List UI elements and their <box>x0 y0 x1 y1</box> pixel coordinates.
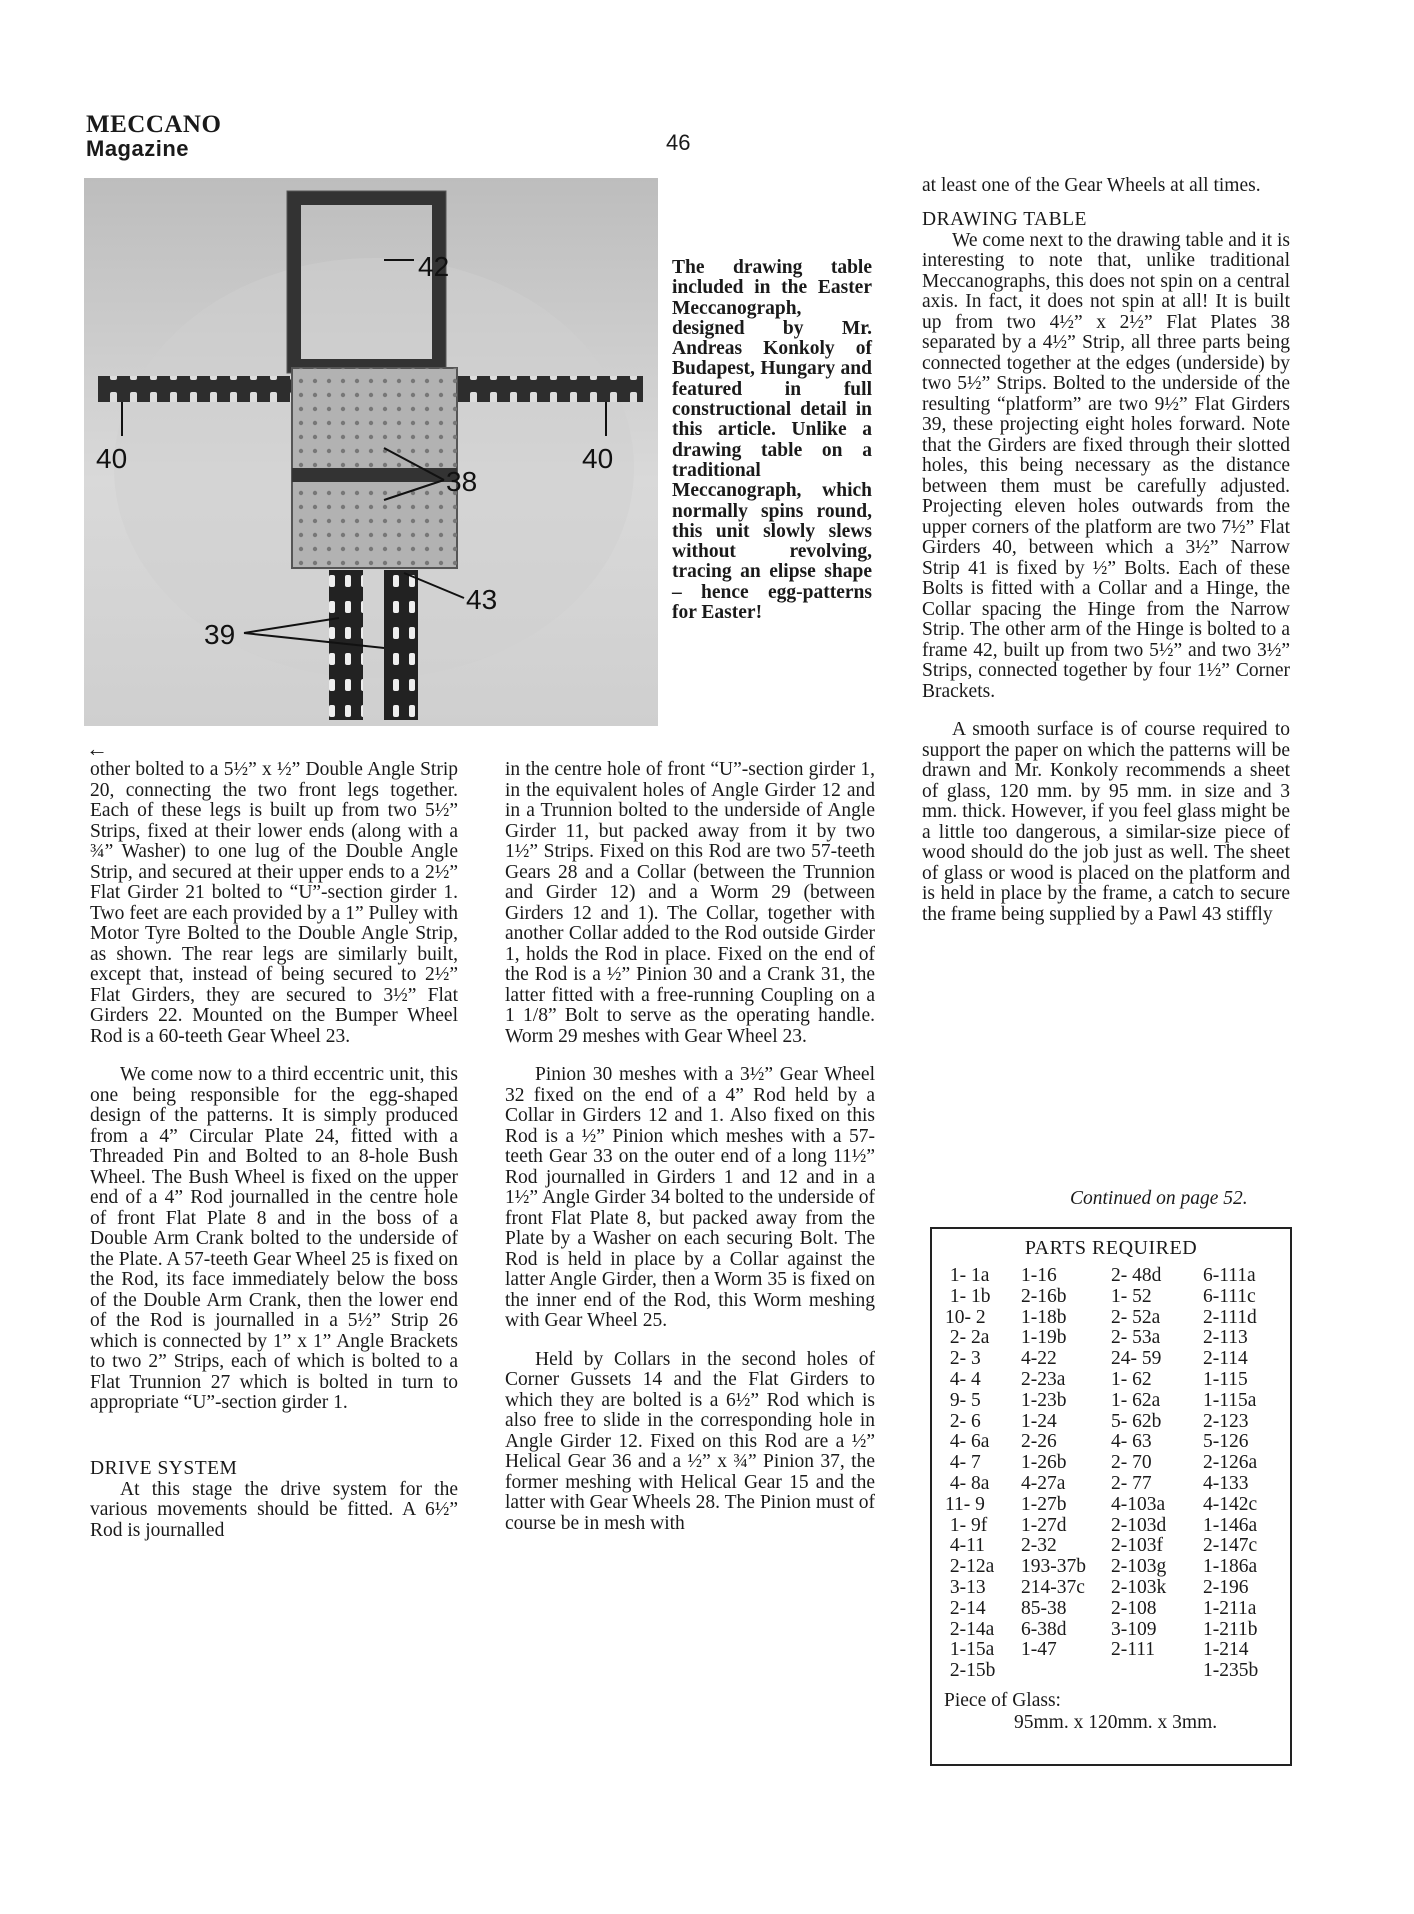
parts-cell: 1- 62 <box>1111 1368 1152 1390</box>
parts-cell: 2-111 <box>1111 1639 1156 1661</box>
callout-40-left: 40 <box>96 443 128 474</box>
parts-row <box>945 1640 1262 1661</box>
parts-cell: 1- 9f <box>945 1514 988 1536</box>
parts-cell: 1-211a <box>1203 1597 1257 1619</box>
parts-cell <box>1021 1661 1111 1682</box>
parts-cell: 3-109 <box>1111 1618 1157 1640</box>
parts-cell: 6-111c <box>1203 1285 1256 1307</box>
parts-cell: 2-14a <box>945 1618 995 1640</box>
drawing-table-photo <box>84 178 658 726</box>
col2-paragraph-1: in the centre hole of front “U”-section girder 1, in the equivalent holes of Angle Girder 12 and in a Trunnion bolted to the underside of Angle Girder 11, but packed away from it by two 1½” Strips. Fixed on this Rod are two 57-teeth Gears 28 and a Collar (between the Trunnion and Girder 12) and a Worm 29 (between Girders 12 and 1). The Collar, together with another Collar added to the Rod outside Girder 1, holds the Rod in place. Fixed on the end of the Rod is a ½” Pinion 30 and a Crank 31, the latter fitted with a free-running Coupling on a 1 1/8” Bolt to serve as the operating handle. Worm 29 meshes with Gear Wheel 23. <box>505 759 875 1047</box>
continued-note: Continued on page 52. <box>1070 1188 1248 1209</box>
parts-row <box>945 1474 1262 1495</box>
parts-cell: 1-18b <box>1021 1306 1067 1328</box>
parts-row <box>945 1620 1262 1641</box>
parts-cell: 2-15b <box>945 1660 996 1682</box>
parts-cell: 11- 9 <box>945 1493 985 1515</box>
parts-cell: 3-13 <box>945 1576 986 1598</box>
figure-caption: The drawing table included in the Easter Meccanograph, designed by Mr. Andreas Konkoly of Budapest, Hungary and featured in full constructional detail in this article. Unlike a drawing table on a traditional Meccanograph, which normally spins round, this unit slowly slews without revolving, tracing an elipse shape – hence egg-patterns for Easter! <box>672 257 872 624</box>
parts-cell: 2-103g <box>1111 1556 1167 1578</box>
parts-cell: 2- 2a <box>945 1327 990 1349</box>
col1-paragraph-1: other bolted to a 5½” x ½” Double Angle Strip 20, connecting the two front legs together. Each of these legs is built up from two 5½” Strips, fixed at their lower ends (along with a ¾” Washer) to one lug of the Double Angle Strip, and secured at their upper ends to a 2½” Flat Girder 21 bolted to “U”-section girder 1. Two feet are each provided by a 1” Pulley with Motor Tyre Bolted to the Double Angle Strip, as shown. The rear legs are similarly built, except that, instead of being secured to 2½” Flat Girders, they are secured to 3½” Flat Girders 22. Mounted on the Bumper Wheel Rod is a 60-teeth Gear Wheel 23. <box>90 759 458 1047</box>
parts-cell: 4-27a <box>1021 1472 1066 1494</box>
parts-cell: 2-16b <box>1021 1285 1067 1307</box>
masthead-title: MECCANO <box>86 111 222 138</box>
section-heading-drive-system: DRIVE SYSTEM <box>90 1457 238 1479</box>
parts-cell: 2-103k <box>1111 1576 1167 1598</box>
parts-cell: 1-115a <box>1203 1389 1257 1411</box>
callout-42: 42 <box>418 251 450 282</box>
parts-cell: 6-38d <box>1021 1618 1067 1640</box>
col2-paragraph-2: Pinion 30 meshes with a 3½” Gear Wheel 32 fixed on the end of a 4” Rod held by a Collar in Girders 12 and 1. Also fixed on this Rod is a ½” Pinion which meshes with a 57-teeth Gear 33 on the outer end of a long 11½” Rod journalled in Girders 1 and 12 and in a 1½” Angle Girder 34 bolted to the underside of front Flat Plate 8, but packed away from the Plate by a Washer on each securing Bolt. The Rod is held in place by a Collar against the latter Angle Girder, then a Worm 35 is fixed on the inner end of the Rod, this Worm meshing with Gear Wheel 25. <box>505 1064 875 1331</box>
callout-43: 43 <box>466 584 498 615</box>
parts-row <box>945 1516 1262 1537</box>
parts-cell: 1- 1b <box>945 1285 991 1307</box>
parts-cell: 2-108 <box>1111 1597 1157 1619</box>
parts-table <box>945 1266 1262 1682</box>
parts-cell: 1-186a <box>1203 1556 1258 1578</box>
glass-label: Piece of Glass: <box>944 1689 1061 1711</box>
parts-cell: 4- 8a <box>945 1472 990 1494</box>
parts-cell: 4- 7 <box>945 1452 981 1474</box>
col3-paragraph-1: We come next to the drawing table and it is interesting to note that, unlike traditional Meccanographs, this does not spin on a central axis. In fact, it does not spin at all! It is built up from two 4½” x 2½” Flat Plates 38 separated by a 4½” Strip, all three parts being connected together at the edges (underside) by two 5½” Strips. Bolted to the underside of the resulting “platform” are two 9½” Flat Girders 39, these projecting eight holes forward. Note that the Girders are fixed through their slotted holes, this being necessary as the distance between them must be carefully adjusted. Projecting eleven holes outwards from the upper corners of the platform are two 7½” Flat Girders 40, between which a 3½” Narrow Strip 41 is fixed by ½” Bolts. Each of these Bolts is fitted with a Collar and a Hinge, the Collar spacing the Hinge from the Narrow Strip. The other arm of the Hinge is bolted to a frame 42, built up from two 5½” and two 3½” Strips, connected together by four 1½” Corner Brackets. <box>922 229 1290 702</box>
column-1 <box>90 760 458 1541</box>
parts-cell: 4- 6a <box>945 1431 990 1453</box>
parts-cell: 2-14 <box>945 1597 986 1619</box>
callout-38: 38 <box>446 466 478 497</box>
parts-row <box>945 1370 1262 1391</box>
parts-cell: 4-103a <box>1111 1493 1166 1515</box>
parts-cell: 2-103d <box>1111 1514 1167 1536</box>
parts-cell: 1-24 <box>1021 1410 1057 1432</box>
parts-cell: 2-113 <box>1203 1327 1248 1349</box>
parts-cell: 2-111d <box>1203 1306 1257 1328</box>
parts-cell: 24- 59 <box>1111 1348 1162 1370</box>
parts-cell: 2-123 <box>1203 1410 1249 1432</box>
parts-cell: 1-27b <box>1021 1493 1067 1515</box>
masthead-subtitle: Magazine <box>86 136 190 161</box>
parts-row <box>945 1536 1262 1557</box>
parts-cell: 4-133 <box>1203 1472 1249 1494</box>
parts-cell: 2-12a <box>945 1556 995 1578</box>
glass-size: 95mm. x 120mm. x 3mm. <box>1014 1711 1218 1733</box>
parts-cell: 2-23a <box>1021 1368 1066 1390</box>
parts-row <box>945 1328 1262 1349</box>
col3-paragraph-0: at least one of the Gear Wheels at all times. <box>922 175 1261 196</box>
column-3 <box>922 176 1290 925</box>
parts-cell: 4-22 <box>1021 1348 1057 1370</box>
masthead <box>86 112 221 160</box>
parts-cell: 85-38 <box>1021 1597 1067 1619</box>
parts-cell: 2- 6 <box>945 1410 981 1432</box>
parts-cell: 214-37c <box>1021 1576 1085 1598</box>
parts-cell: 6-111a <box>1203 1265 1256 1286</box>
continuation-arrow: ← <box>86 736 108 761</box>
parts-required-box <box>930 1227 1292 1766</box>
parts-cell: 2- 77 <box>1111 1472 1152 1494</box>
parts-cell: 193-37b <box>1021 1556 1086 1578</box>
parts-row <box>945 1661 1262 1682</box>
col3-paragraph-2: A smooth surface is of course required to support the paper on which the patterns will be drawn and Mr. Konkoly recommends a sheet of glass, 120 mm. by 95 mm. in size and 3 mm. thick. However, if you feel glass might be a little too dangerous, a similar-size piece of wood should do the job just as well. The sheet of glass or wood is placed on the platform and is held in place by the frame, a catch to secure the frame being supplied by a Pawl 43 stiffly <box>922 719 1290 925</box>
parts-row <box>945 1391 1262 1412</box>
parts-cell: 1-235b <box>1203 1660 1259 1682</box>
parts-cell: 1- 62a <box>1111 1389 1161 1411</box>
page-number: 46 <box>666 130 691 155</box>
parts-cell: 2- 53a <box>1111 1327 1161 1349</box>
parts-cell: 2-126a <box>1203 1452 1258 1474</box>
col1-paragraph-3: At this stage the drive system for the various movements should be fitted. A 6½” Rod is journalled <box>90 1478 458 1541</box>
parts-row <box>945 1308 1262 1329</box>
parts-cell: 1-19b <box>1021 1327 1067 1349</box>
parts-cell: 2- 70 <box>1111 1452 1152 1474</box>
parts-cell: 1-146a <box>1203 1514 1258 1536</box>
section-heading-drawing-table: DRAWING TABLE <box>922 208 1087 230</box>
parts-cell: 1-47 <box>1021 1639 1057 1661</box>
parts-cell: 4- 4 <box>945 1368 981 1390</box>
parts-cell: 1-23b <box>1021 1389 1067 1411</box>
parts-cell: 2- 52a <box>1111 1306 1161 1328</box>
parts-cell: 1-214 <box>1203 1639 1249 1661</box>
parts-cell: 2-26 <box>1021 1431 1057 1453</box>
parts-row <box>945 1266 1262 1287</box>
parts-cell: 2- 48d <box>1111 1265 1162 1286</box>
parts-cell: 2-103f <box>1111 1535 1163 1557</box>
parts-row <box>945 1495 1262 1516</box>
parts-cell: 10- 2 <box>945 1306 986 1328</box>
callout-40-right: 40 <box>582 443 614 474</box>
parts-cell: 2- 3 <box>945 1348 981 1370</box>
parts-row <box>945 1599 1262 1620</box>
glass-note <box>944 1690 1290 1734</box>
parts-cell: 1-16 <box>1021 1265 1057 1286</box>
col2-paragraph-3: Held by Collars in the second holes of Corner Gussets 14 and the Flat Girders to which they are bolted is a 6½” Rod which is also free to slide in the corresponding hole in Angle Girder 12. Fixed on this Rod are a ½” Helical Gear 36 and a ½” x ¾” Pinion 37, the former meshing with Helical Gear 15 and the latter with Gear Wheels 28. The Pinion must of course be in mesh with <box>505 1348 875 1534</box>
parts-cell: 2-32 <box>1021 1535 1057 1557</box>
parts-row <box>945 1349 1262 1370</box>
parts-cell: 4- 63 <box>1111 1431 1152 1453</box>
parts-cell: 1-27d <box>1021 1514 1067 1536</box>
col1-paragraph-2: We come now to a third eccentric unit, this one being responsible for the egg-shaped design of the patterns. It is simply produced from a 4” Circular Plate 24, fitted with a Threaded Pin and Bolted to an 8-hole Bush Wheel. The Bush Wheel is fixed on the upper end of a 4” Rod journalled in the centre hole of front Flat Plate 8 and in the boss of a Double Arm Crank bolted to the underside of the Plate. A 57-teeth Gear Wheel 25 is fixed on the Rod, its face immediately below the boss of the Double Arm Crank, then the lower end of the Rod is journalled in a 5½” Strip 26 which is connected by 1” x 1” Angle Brackets to two 2” Strips, each of which is bolted to a Flat Trunnion 27 which is bolted in turn to appropriate “U”-section girder 1. <box>90 1064 458 1413</box>
parts-row <box>945 1453 1262 1474</box>
parts-row <box>945 1578 1262 1599</box>
parts-cell: 4-11 <box>945 1535 985 1557</box>
parts-cell: 5- 62b <box>1111 1410 1162 1432</box>
column-2 <box>505 760 875 1534</box>
parts-cell: 9- 5 <box>945 1389 981 1411</box>
parts-cell: 1-15a <box>945 1639 995 1661</box>
parts-row <box>945 1412 1262 1433</box>
parts-row <box>945 1287 1262 1308</box>
parts-cell: 2-147c <box>1203 1535 1258 1557</box>
parts-cell: 4-142c <box>1203 1493 1258 1515</box>
parts-cell: 2-114 <box>1203 1348 1248 1370</box>
parts-cell: 1-211b <box>1203 1618 1258 1640</box>
parts-row <box>945 1557 1262 1578</box>
parts-title: PARTS REQUIRED <box>1024 1237 1198 1259</box>
parts-row <box>945 1432 1262 1453</box>
callout-39: 39 <box>204 619 236 650</box>
parts-cell: 1-26b <box>1021 1452 1067 1474</box>
parts-cell: 1-115 <box>1203 1368 1248 1390</box>
parts-cell: 2-196 <box>1203 1576 1249 1598</box>
parts-cell: 1- 1a <box>945 1265 990 1286</box>
parts-cell: 5-126 <box>1203 1431 1249 1453</box>
parts-cell <box>1111 1661 1203 1682</box>
parts-cell: 1- 52 <box>1111 1285 1152 1307</box>
drawing-table-illustration <box>84 178 658 726</box>
